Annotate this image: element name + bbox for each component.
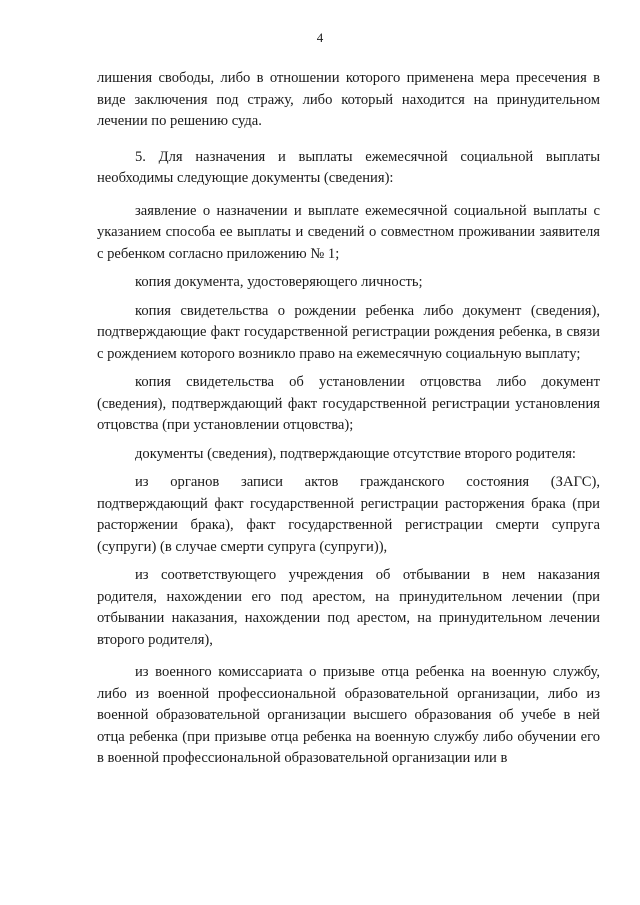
paragraph-application: заявление о назначении и выплате ежемесячной социальной выплаты с указанием способа ее выплаты и сведений о совместном проживании заявителя с ребенком согласно приложению № 1; xyxy=(97,202,600,262)
paragraph-paternity-certificate: копия свидетельства об установлении отцовства либо документ (сведения), подтверждающий факт государственной регистрации установления отцовства (при установлении отцовства); xyxy=(97,374,600,433)
paragraph-item-5: 5. Для назначения и выплаты ежемесячной социальной выплаты необходимы следующие документы (сведения): xyxy=(97,148,600,186)
paragraph-military: из военного комиссариата о призыве отца ребенка на военную службу, либо из военной профессиональной образовательной организации, либо из военной образовательной организации высшего образования об учебе в ней отца ребенка (при призыве отца ребенка на военную службу либо обучении его в военной профессиональной образовательной организации или в xyxy=(97,664,600,766)
paragraph-institution: из соответствующего учреждения об отбывании в нем наказания родителя, нахождении его под арестом, на принудительном лечении (при отбывании наказания, нахождении под арестом, на принудительном лечении второго родителя), xyxy=(97,567,600,648)
page-number: 4 xyxy=(316,30,324,45)
document-body xyxy=(97,68,600,770)
paragraph-absence-documents: документы (сведения), подтверждающие отсутствие второго родителя: xyxy=(135,445,576,462)
paragraph-zags: из органов записи актов гражданского состояния (ЗАГС), подтверждающий факт государственной регистрации расторжения брака (при расторжении брака), факт государственной регистрации смерти супруга (супруги) (в случае смерти супруга (супруги)), xyxy=(97,474,600,555)
paragraph-continuation: лишения свободы, либо в отношении которого применена мера пресечения в виде заключения под стражу, либо который находится на принудительном лечении по решению суда. xyxy=(97,70,600,129)
paragraph-birth-certificate: копия свидетельства о рождении ребенка либо документ (сведения), подтверждающие факт государственной регистрации рождения ребенка, в связи с рождением которого возникло право на ежемесячную социальную выплату; xyxy=(97,302,600,362)
paragraph-id-copy: копия документа, удостоверяющего личность; xyxy=(135,274,423,290)
